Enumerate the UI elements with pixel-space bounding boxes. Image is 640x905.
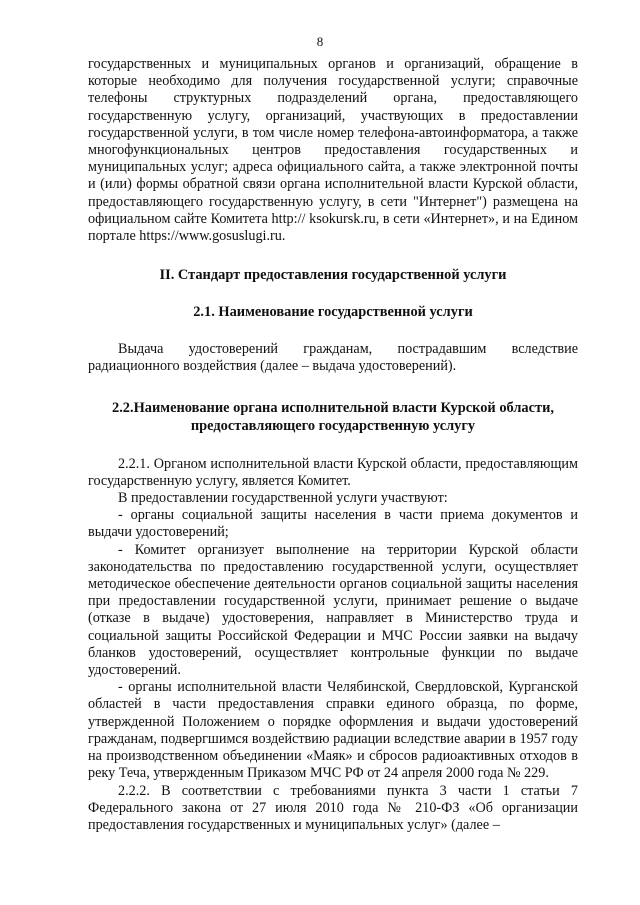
subsection-2-2-heading: 2.2.Наименование органа исполнительной власти Курской области, предоставляющего государственную услугу [112,399,554,434]
participant-item-2: - Комитет организует выполнение на территории Курской области законодательства по предоставлению государственной услуги, осуществляет методическое обеспечение деятельности органов социальной защиты населения при предоставлении государственной услуги, принимает решение о выдаче (отказе в выдаче) удостоверения, направляет в Министерство труда и социальной защиты Российской Федерации и МЧС России заявки на выдачу бланков удостоверений, осуществляет контрольные функции по выдаче удостоверений. [88,541,578,679]
document-body [88,56,578,834]
page-number: 8 [316,34,324,49]
participants-intro: В предоставлении государственной услуги участвуют: [118,490,448,507]
paragraph-2-2-1: 2.2.1. Органом исполнительной власти Курской области, предоставляющим государственную услугу, является Комитет. [88,455,578,489]
participant-item-3: - органы исполнительной власти Челябинской, Свердловской, Курганской областей в части предоставления справки единого образца, по форме, утвержденной Положением о порядке оформления и выдачи удостоверений гражданам, подвергшимся воздействию радиации вследствие аварии в 1957 году на производственном объединении «Маяк» и сбросов радиоактивных отходов в реку Теча, утвержденным Приказом МЧС РФ от 24 апреля 2000 года № 229. [88,679,578,782]
intro-paragraph: государственных и муниципальных органов и организаций, обращение в которые необходимо для получения государственной услуги; справочные телефоны структурных подразделений органа, предоставляющего государственную услугу, организаций, участвующих в предоставлении государственной услуги, в том числе номер телефона-автоинформатора, а также многофункциональных центров предоставления государственных и муниципальных услуг; адреса официального сайта, а также электронной почты и (или) формы обратной связи органа исполнительной власти Курской области, предоставляющего государственную услугу, в сети "Интернет") размещена на официальном сайте Комитета http:// ksokursk.ru, в сети «Интернет», и на Едином портале https://www.gosuslugi.ru. [88,56,578,245]
paragraph-2-2-2: 2.2.2. В соответствии с требованиями пункта 3 части 1 статьи 7 Федерального закона от 27 июля 2010 года № 210-ФЗ «Об организации предоставления государственных и муниципальных услуг» (далее – [88,782,578,833]
subsection-2-1-text: Выдача удостоверений гражданам, пострадавшим вследствие радиационного воздействия (далее – выдача удостоверений). [88,341,578,375]
subsection-2-1-heading: 2.1. Наименование государственной услуги [193,304,473,321]
participant-item-1: - органы социальной защиты населения в части приема документов и выдачи удостоверений; [88,507,578,541]
section-heading: II. Стандарт предоставления государственной услуги [159,267,507,284]
